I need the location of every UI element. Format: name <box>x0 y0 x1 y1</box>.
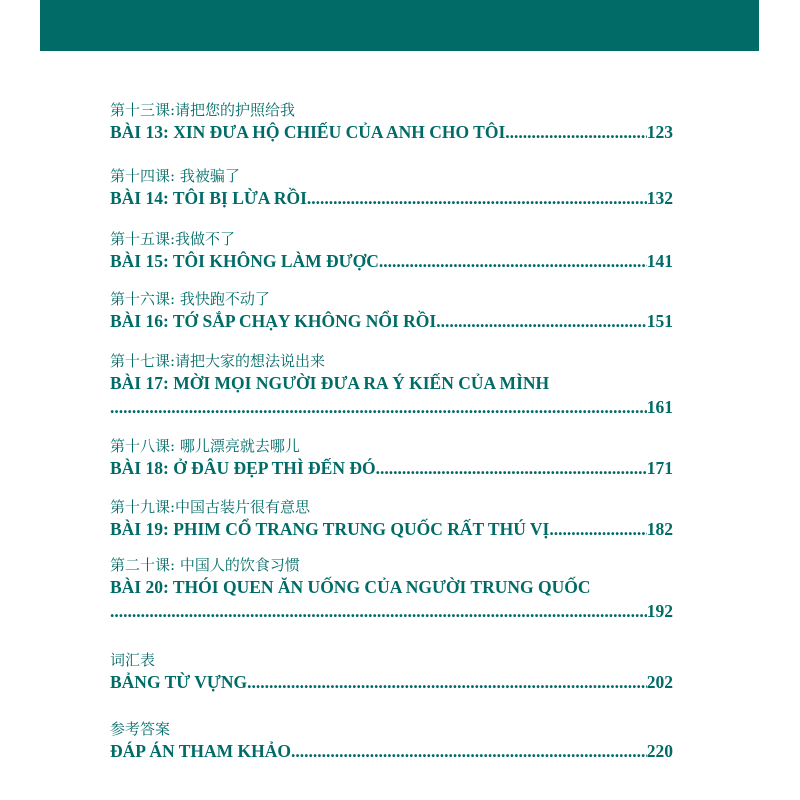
toc-entry-page-number: 141 <box>646 251 673 271</box>
toc-entry-line <box>110 120 673 144</box>
toc-entry-page-number: 151 <box>646 311 673 331</box>
toc-entry-vietnamese-title: BÀI 14: TÔI BỊ LỪA RỒI <box>110 188 307 208</box>
toc-entry-20[interactable] <box>110 555 673 623</box>
toc-entry-line <box>110 309 673 333</box>
toc-entry-line <box>110 186 673 210</box>
dot-leader <box>110 395 647 419</box>
toc-entry-page-number: 202 <box>646 672 673 692</box>
toc-entry-chinese-title: 第十六课: 我快跑不动了 <box>110 290 270 308</box>
toc-entry-chinese-title: 词汇表 <box>110 651 156 669</box>
toc-entry-chinese-title: 第十九课:中国古装片很有意思 <box>110 498 311 516</box>
toc-entry-line <box>110 395 673 419</box>
toc-entry-line <box>110 517 673 541</box>
dot-leader <box>110 599 647 623</box>
toc-entry-vietnamese-title: BÀI 20: THÓI QUEN ĂN UỐNG CỦA NGƯỜI TRUNG QUỐC <box>110 577 591 597</box>
toc-entry-vietnamese-title: BẢNG TỪ VỰNG <box>110 672 248 692</box>
dot-leader <box>379 249 647 273</box>
toc-entry-page-number: 220 <box>646 741 673 761</box>
toc-entry-15[interactable] <box>110 229 673 273</box>
toc-entry-19[interactable] <box>110 497 673 541</box>
toc-entry-line <box>110 456 673 480</box>
dot-leader <box>549 517 646 541</box>
toc-entry-14[interactable] <box>110 166 673 210</box>
header-band <box>40 0 759 51</box>
toc-entry-chinese-title: 第十三课:请把您的护照给我 <box>110 101 296 119</box>
toc-entry-vietnamese-title: BÀI 18: Ở ĐÂU ĐẸP THÌ ĐẾN ĐÓ <box>110 458 376 478</box>
dot-leader <box>307 186 647 210</box>
toc-entry-chinese-title: 第十五课:我做不了 <box>110 230 236 248</box>
toc-entry-line <box>110 670 673 694</box>
dot-leader <box>376 456 647 480</box>
toc-entry-chinese-title: 第十八课: 哪儿漂亮就去哪儿 <box>110 437 300 455</box>
toc-entry-page-number: 132 <box>646 188 673 208</box>
toc-entry-page-number: 161 <box>646 397 673 417</box>
toc-entry-vietnamese-title: BÀI 17: MỜI MỌI NGƯỜI ĐƯA RA Ý KIẾN CỦA MÌNH <box>110 373 550 393</box>
toc-entry-vietnamese-title: BÀI 19: PHIM CỔ TRANG TRUNG QUỐC RẤT THÚ VỊ <box>110 519 550 539</box>
toc-entry-chinese-title: 第十七课:请把大家的想法说出来 <box>110 352 326 370</box>
dot-leader <box>505 120 646 144</box>
toc-entry-page-number: 182 <box>646 519 673 539</box>
toc-entry-answer-key[interactable] <box>110 719 673 763</box>
toc-entry-line <box>110 599 673 623</box>
toc-entry-page-number: 123 <box>646 122 673 142</box>
toc-entry-page-number: 171 <box>646 458 673 478</box>
toc-entry-line <box>110 739 673 763</box>
toc-entry-vietnamese-title: BÀI 16: TỚ SẮP CHẠY KHÔNG NỔI RỒI <box>110 311 437 331</box>
toc-entry-16[interactable] <box>110 289 673 333</box>
dot-leader <box>436 309 647 333</box>
dot-leader <box>291 739 647 763</box>
toc-entry-vietnamese-title: BÀI 15: TÔI KHÔNG LÀM ĐƯỢC <box>110 251 379 271</box>
dot-leader <box>247 670 647 694</box>
toc-entry-17[interactable] <box>110 351 673 419</box>
toc-entry-page-number: 192 <box>646 601 673 621</box>
toc-entry-chinese-title: 参考答案 <box>110 720 171 738</box>
toc-entry-vietnamese-title: ĐÁP ÁN THAM KHẢO <box>110 741 291 761</box>
toc-entry-13[interactable] <box>110 100 673 144</box>
toc-entry-18[interactable] <box>110 436 673 480</box>
toc-entry-vocabulary[interactable] <box>110 650 673 694</box>
toc-entry-chinese-title: 第十四课: 我被骗了 <box>110 167 240 185</box>
toc-entry-line <box>110 249 673 273</box>
toc-entry-chinese-title: 第二十课: 中国人的饮食习惯 <box>110 556 300 574</box>
toc-entry-vietnamese-title: BÀI 13: XIN ĐƯA HỘ CHIẾU CỦA ANH CHO TÔI <box>110 122 506 142</box>
